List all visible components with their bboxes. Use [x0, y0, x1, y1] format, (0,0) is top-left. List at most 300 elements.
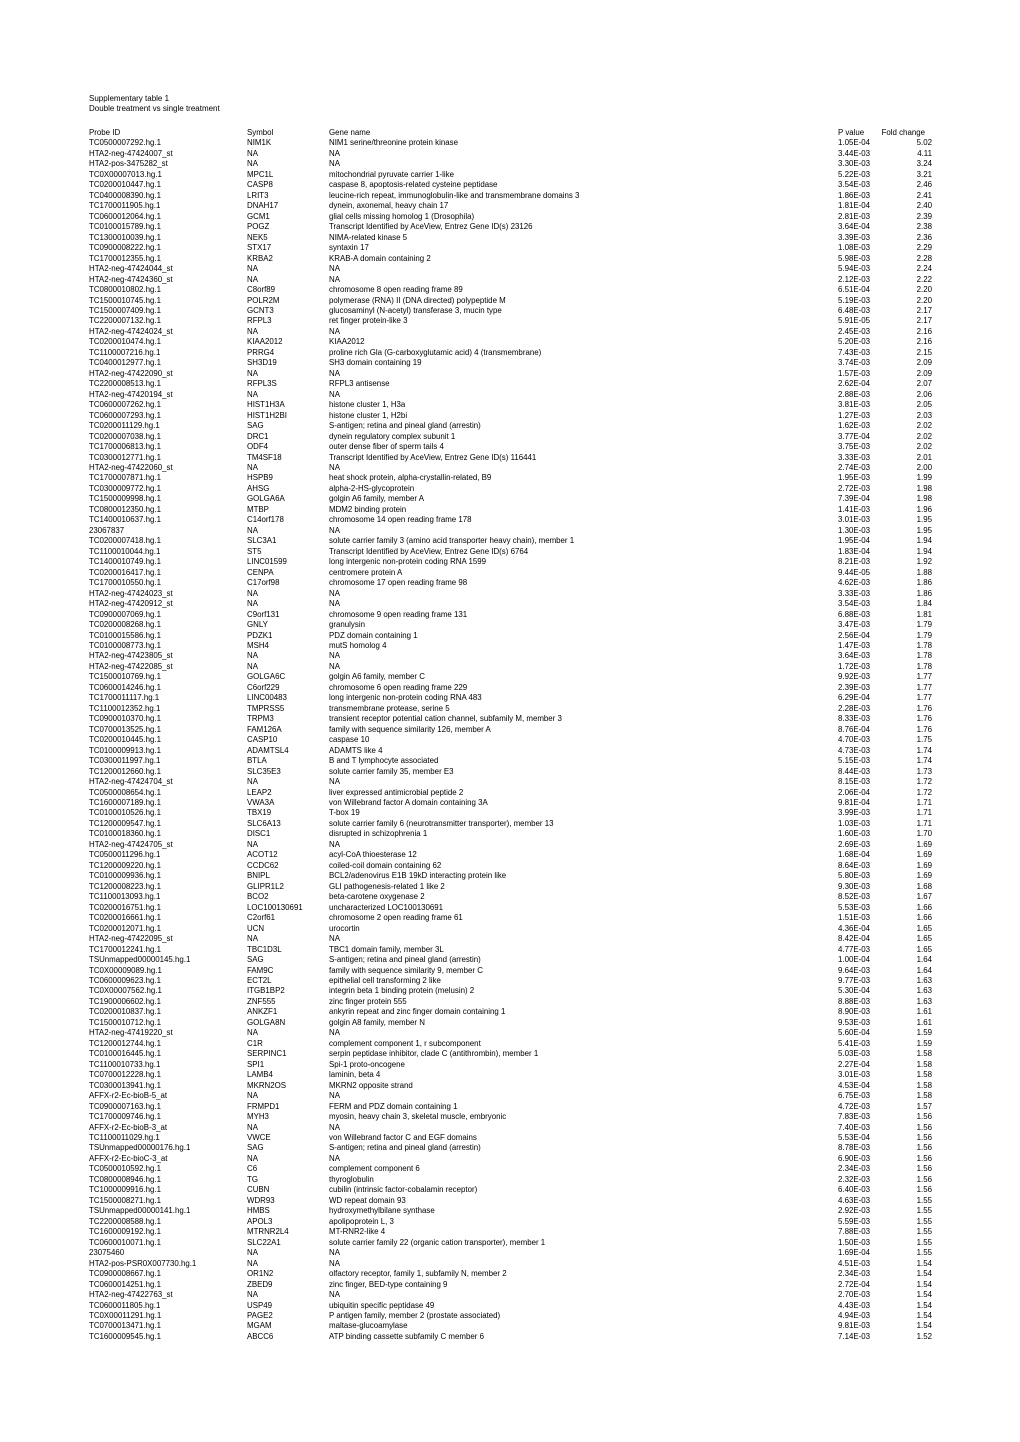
probe-id-cell: TC1500009998.hg.1	[89, 494, 161, 504]
table-row	[0, 704, 1020, 714]
p-value-cell: 1.51E-03	[838, 913, 871, 923]
gene-name-cell: syntaxin 17	[329, 243, 369, 253]
p-value-cell: 4.62E-03	[838, 578, 871, 588]
probe-id-cell: HTA2-neg-47424704_st	[89, 777, 173, 787]
fold-change-cell: 1.58	[916, 1080, 932, 1090]
fold-change-cell: 1.55	[916, 1195, 932, 1205]
table-row	[0, 275, 1020, 285]
header-fold-change: Fold change	[881, 128, 925, 137]
gene-name-cell: T-box 19	[329, 808, 360, 818]
fold-change-cell: 2.16	[916, 337, 932, 347]
gene-name-cell: NA	[329, 264, 340, 274]
gene-name-cell: NA	[329, 525, 340, 535]
gene-name-cell: S-antigen; retina and pineal gland (arrestin)	[329, 955, 481, 965]
symbol-cell: DISC1	[247, 829, 271, 839]
p-value-cell: 6.48E-03	[838, 305, 871, 315]
symbol-cell: NA	[247, 274, 258, 284]
fold-change-cell: 2.39	[916, 211, 932, 221]
fold-change-cell: 1.72	[916, 787, 932, 797]
fold-change-cell: 1.86	[916, 578, 932, 588]
p-value-cell: 1.72E-03	[838, 661, 871, 671]
probe-id-cell: TC0X00007562.hg.1	[89, 986, 162, 996]
probe-id-cell: TC0200007038.hg.1	[89, 431, 161, 441]
probe-id-cell: AFFX-r2-Ec-bioB-5_at	[89, 1091, 168, 1101]
gene-name-cell: NA	[329, 159, 340, 169]
p-value-cell: 8.78E-03	[838, 1143, 871, 1153]
symbol-cell: SPI1	[247, 1059, 265, 1069]
probe-id-cell: TC1400010749.hg.1	[89, 557, 161, 567]
p-value-cell: 2.72E-03	[838, 483, 871, 493]
gene-name-cell: P antigen family, member 2 (prostate associated)	[329, 1310, 501, 1320]
symbol-cell: GCM1	[247, 211, 270, 221]
table-row	[0, 1259, 1020, 1269]
probe-id-cell: TC0200011129.hg.1	[89, 421, 160, 431]
probe-id-cell: TC2200008513.hg.1	[89, 379, 161, 389]
table-row	[0, 651, 1020, 661]
fold-change-cell: 5.02	[916, 138, 932, 148]
p-value-cell: 3.01E-03	[838, 515, 871, 525]
gene-name-cell: NA	[329, 661, 340, 671]
p-value-cell: 2.74E-03	[838, 463, 871, 472]
symbol-cell: PAGE2	[247, 1310, 273, 1320]
probe-id-cell: TC1400010637.hg.1	[89, 515, 161, 525]
symbol-cell: NA	[247, 159, 258, 169]
probe-id-cell: TC1700011117.hg.1	[89, 693, 160, 703]
gene-name-cell: histone cluster 1, H2bi	[329, 410, 408, 420]
probe-id-cell: TC0700012228.hg.1	[89, 1070, 161, 1080]
symbol-cell: CUBN	[247, 1185, 270, 1195]
fold-change-cell: 1.73	[916, 766, 932, 776]
symbol-cell: UCN	[247, 923, 265, 933]
probe-id-cell: TC0600010071.hg.1	[89, 1237, 161, 1247]
fold-change-cell: 1.55	[916, 1206, 932, 1216]
fold-change-cell: 1.55	[916, 1216, 932, 1226]
fold-change-cell: 3.21	[916, 169, 932, 179]
fold-change-cell: 2.03	[916, 410, 932, 420]
p-value-cell: 9.92E-03	[838, 672, 871, 682]
p-value-cell: 2.34E-03	[838, 1269, 871, 1279]
probe-id-cell: HTA2-neg-47422763_st	[89, 1290, 173, 1300]
table-row	[0, 641, 1020, 651]
gene-name-cell: ubiquitin specific peptidase 49	[329, 1300, 435, 1310]
p-value-cell: 2.06E-04	[838, 787, 871, 797]
p-value-cell: 3.64E-04	[838, 222, 871, 232]
p-value-cell: 7.39E-04	[838, 494, 871, 504]
p-value-cell: 6.51E-04	[838, 285, 871, 295]
fold-change-cell: 1.78	[916, 640, 932, 650]
probe-id-cell: TSUnmapped00000145.hg.1	[89, 955, 191, 965]
gene-name-cell: centromere protein A	[329, 567, 403, 577]
header-gene-name: Gene name	[329, 128, 371, 137]
gene-name-cell: NA	[329, 1153, 340, 1163]
table-row	[0, 924, 1020, 934]
probe-id-cell: TC1200012744.hg.1	[89, 1038, 161, 1048]
gene-name-cell: MT-RNR2-like 4	[329, 1227, 386, 1237]
symbol-cell: SLC22A1	[247, 1237, 281, 1247]
table-row	[0, 473, 1020, 483]
table-row	[0, 756, 1020, 766]
probe-id-cell: TC0600014251.hg.1	[89, 1279, 161, 1289]
symbol-cell: NA	[247, 661, 258, 671]
gene-name-cell: ret finger protein-like 3	[329, 316, 408, 326]
probe-id-cell: TC0700013525.hg.1	[89, 724, 161, 734]
fold-change-cell: 1.71	[916, 818, 932, 828]
gene-name-cell: thyroglobulin	[329, 1174, 374, 1184]
p-value-cell: 2.32E-03	[838, 1174, 871, 1184]
p-value-cell: 9.77E-03	[838, 975, 871, 985]
probe-id-cell: HTA2-neg-47419220_st	[89, 1028, 173, 1038]
symbol-cell: RFPL3S	[247, 379, 277, 389]
table-row	[0, 1206, 1020, 1216]
p-value-cell: 8.64E-03	[838, 860, 871, 870]
symbol-cell: LAMB4	[247, 1070, 273, 1080]
p-value-cell: 2.45E-03	[838, 326, 871, 336]
probe-id-cell: HTA2-neg-47420912_st	[89, 599, 173, 609]
fold-change-cell: 1.72	[916, 777, 932, 787]
fold-change-cell: 2.05	[916, 400, 932, 410]
p-value-cell: 1.05E-04	[838, 138, 871, 148]
probe-id-cell: TC0100008773.hg.1	[89, 640, 161, 650]
table-row	[0, 557, 1020, 567]
fold-change-cell: 1.61	[916, 1007, 932, 1017]
gene-name-cell: caspase 8, apoptosis-related cysteine peptidase	[329, 180, 498, 190]
p-value-cell: 7.88E-03	[838, 1227, 871, 1237]
probe-id-cell: TC0400012977.hg.1	[89, 358, 161, 368]
gene-name-cell: Spi-1 proto-oncogene	[329, 1059, 405, 1069]
table-row	[0, 725, 1020, 735]
probe-id-cell: TC0200016417.hg.1	[89, 567, 161, 577]
p-value-cell: 3.39E-03	[838, 232, 871, 242]
p-value-cell: 2.28E-03	[838, 703, 871, 713]
table-row	[0, 840, 1020, 850]
fold-change-cell: 1.95	[916, 515, 932, 525]
fold-change-cell: 1.81	[916, 609, 932, 619]
gene-name-cell: S-antigen; retina and pineal gland (arrestin)	[329, 1143, 481, 1153]
table-row	[0, 442, 1020, 452]
fold-change-cell: 2.20	[916, 285, 932, 295]
gene-name-cell: TBC1 domain family, member 3L	[329, 944, 444, 954]
p-value-cell: 7.40E-03	[838, 1122, 871, 1132]
gene-name-cell: mutS homolog 4	[329, 640, 387, 650]
p-value-cell: 5.03E-03	[838, 1049, 871, 1059]
table-row	[0, 976, 1020, 986]
gene-name-cell: uncharacterized LOC100130691	[329, 902, 444, 912]
p-value-cell: 2.88E-03	[838, 389, 871, 399]
table-row	[0, 327, 1020, 337]
table-row	[0, 788, 1020, 798]
gene-name-cell: Transcript Identified by AceView, Entrez Gene ID(s) 23126	[329, 222, 533, 232]
gene-name-cell: glial cells missing homolog 1 (Drosophila)	[329, 211, 475, 221]
gene-name-cell: zinc finger, BED-type containing 9	[329, 1279, 448, 1289]
symbol-cell: WDR93	[247, 1195, 275, 1205]
probe-id-cell: TC0900008222.hg.1	[89, 243, 161, 253]
fold-change-cell: 1.86	[916, 588, 932, 598]
table-row	[0, 1290, 1020, 1300]
symbol-cell: C8orf89	[247, 285, 276, 295]
p-value-cell: 2.81E-03	[838, 211, 871, 221]
p-value-cell: 8.76E-04	[838, 724, 871, 734]
gene-name-cell: NIM1 serine/threonine protein kinase	[329, 138, 458, 148]
table-row	[0, 672, 1020, 682]
p-value-cell: 4.36E-04	[838, 923, 871, 933]
probe-id-cell: TC1500007409.hg.1	[89, 305, 161, 315]
fold-change-cell: 1.76	[916, 703, 932, 713]
p-value-cell: 3.54E-03	[838, 180, 871, 190]
gene-name-cell: zinc finger protein 555	[329, 996, 407, 1006]
gene-name-cell: NA	[329, 651, 340, 661]
fold-change-cell: 1.78	[916, 651, 932, 661]
fold-change-cell: 1.54	[916, 1321, 932, 1331]
probe-id-cell: TC1700011905.hg.1	[89, 201, 161, 211]
symbol-cell: NA	[247, 1290, 258, 1300]
gene-name-cell: NA	[329, 1248, 340, 1258]
symbol-cell: LINC01599	[247, 557, 287, 567]
symbol-cell: TMPRSS5	[247, 703, 285, 713]
fold-change-cell: 1.65	[916, 934, 932, 944]
symbol-cell: NA	[247, 588, 258, 598]
probe-id-cell: TC0200007418.hg.1	[89, 536, 161, 546]
table-row	[0, 1269, 1020, 1279]
probe-id-cell: TC1200012660.hg.1	[89, 766, 161, 776]
gene-name-cell: laminin, beta 4	[329, 1070, 381, 1080]
symbol-cell: NA	[247, 326, 258, 336]
probe-id-cell: TC0800012350.hg.1	[89, 504, 161, 514]
table-row	[0, 798, 1020, 808]
p-value-cell: 2.12E-03	[838, 274, 871, 284]
table-row	[0, 149, 1020, 159]
gene-name-cell: alpha-2-HS-glycoprotein	[329, 483, 415, 493]
gene-name-cell: family with sequence similarity 126, member A	[329, 724, 491, 734]
fold-change-cell: 2.00	[916, 463, 932, 472]
p-value-cell: 9.44E-05	[838, 567, 871, 577]
symbol-cell: TBX19	[247, 808, 272, 818]
symbol-cell: LRIT3	[247, 190, 269, 200]
fold-change-cell: 2.38	[916, 222, 932, 232]
table-row	[0, 1311, 1020, 1321]
fold-change-cell: 1.63	[916, 975, 932, 985]
symbol-cell: VWCE	[247, 1133, 271, 1142]
fold-change-cell: 1.92	[916, 557, 932, 567]
symbol-cell: MKRN2OS	[247, 1080, 287, 1090]
table-row	[0, 861, 1020, 871]
table-row	[0, 610, 1020, 620]
table-row	[0, 536, 1020, 546]
gene-name-cell: dynein regulatory complex subunit 1	[329, 431, 456, 441]
fold-change-cell: 2.15	[916, 347, 932, 357]
gene-name-cell: urocortin	[329, 923, 360, 933]
gene-name-cell: olfactory receptor, family 1, subfamily N, member 2	[329, 1269, 507, 1279]
fold-change-cell: 1.56	[916, 1112, 932, 1122]
p-value-cell: 1.68E-04	[838, 850, 871, 860]
gene-name-cell: golgin A6 family, member C	[329, 672, 425, 682]
table-row	[0, 515, 1020, 525]
fold-change-cell: 1.61	[916, 1017, 932, 1027]
gene-name-cell: proline rich Gla (G-carboxyglutamic acid) 4 (transmembrane)	[329, 347, 542, 357]
gene-name-cell: S-antigen; retina and pineal gland (arrestin)	[329, 421, 481, 431]
table-row	[0, 180, 1020, 190]
probe-id-cell: TC1700012355.hg.1	[89, 253, 161, 263]
gene-name-cell: NA	[329, 1091, 340, 1101]
document-subtitle: Double treatment vs single treatment	[89, 104, 220, 113]
probe-id-cell: AFFX-r2-Ec-bioC-3_at	[89, 1153, 168, 1163]
p-value-cell: 8.44E-03	[838, 766, 871, 776]
probe-id-cell: TC0100016445.hg.1	[89, 1049, 161, 1059]
symbol-cell: STX17	[247, 243, 272, 253]
symbol-cell: NA	[247, 1258, 258, 1268]
table-row	[0, 620, 1020, 630]
gene-name-cell: NA	[329, 1258, 340, 1268]
fold-change-cell: 1.75	[916, 735, 932, 745]
table-row	[0, 369, 1020, 379]
gene-name-cell: NA	[329, 148, 340, 158]
gene-name-cell: family with sequence similarity 9, member C	[329, 965, 483, 975]
probe-id-cell: TC0X00011291.hg.1	[89, 1310, 162, 1320]
symbol-cell: C1R	[247, 1038, 263, 1048]
table-row	[0, 1081, 1020, 1091]
symbol-cell: NA	[247, 389, 258, 399]
fold-change-cell: 3.24	[916, 159, 932, 169]
fold-change-cell: 4.11	[917, 148, 932, 158]
symbol-cell: MPC1L	[247, 169, 274, 179]
table-row	[0, 892, 1020, 902]
p-value-cell: 3.30E-03	[838, 159, 871, 169]
fold-change-cell: 2.28	[916, 253, 932, 263]
header-p-value: P value	[838, 128, 865, 137]
gene-name-cell: WD repeat domain 93	[329, 1195, 406, 1205]
probe-id-cell: TC0200010445.hg.1	[89, 735, 161, 745]
symbol-cell: HSPB9	[247, 473, 273, 483]
probe-id-cell: TC0600012064.hg.1	[89, 211, 161, 221]
probe-id-cell: TC0600007262.hg.1	[89, 400, 161, 410]
probe-id-cell: TC0200010837.hg.1	[89, 1007, 161, 1017]
probe-id-cell: TC1300010039.hg.1	[89, 232, 161, 242]
symbol-cell: CCDC62	[247, 860, 279, 870]
symbol-cell: NA	[247, 934, 258, 944]
p-value-cell: 7.83E-03	[838, 1112, 871, 1122]
gene-name-cell: complement component 1, r subcomponent	[329, 1038, 481, 1048]
table-row	[0, 808, 1020, 818]
table-row	[0, 1143, 1020, 1153]
table-row	[0, 735, 1020, 745]
probe-id-cell: TC2200007132.hg.1	[89, 316, 161, 326]
symbol-cell: SH3D19	[247, 358, 277, 368]
gene-name-cell: von Willebrand factor C and EGF domains	[329, 1133, 477, 1142]
probe-id-cell: TC1700006813.hg.1	[89, 442, 161, 452]
table-body	[0, 138, 1020, 1342]
probe-id-cell: 23075460	[89, 1248, 125, 1258]
table-row	[0, 348, 1020, 358]
fold-change-cell: 2.24	[916, 264, 932, 274]
symbol-cell: DRC1	[247, 431, 269, 441]
symbol-cell: ACOT12	[247, 850, 278, 860]
probe-id-cell: TC1200009547.hg.1	[89, 818, 161, 828]
symbol-cell: DNAH17	[247, 201, 279, 211]
symbol-cell: TM4SF18	[247, 452, 282, 462]
probe-id-cell: HTA2-neg-47423805_st	[89, 651, 173, 661]
table-row	[0, 1280, 1020, 1290]
table-row	[0, 1102, 1020, 1112]
p-value-cell: 3.77E-04	[838, 431, 871, 441]
fold-change-cell: 1.54	[916, 1269, 932, 1279]
p-value-cell: 5.22E-03	[838, 169, 871, 179]
p-value-cell: 4.51E-03	[838, 1258, 871, 1268]
p-value-cell: 9.30E-03	[838, 881, 871, 891]
gene-name-cell: NA	[329, 1028, 340, 1038]
gene-name-cell: polymerase (RNA) II (DNA directed) polypeptide M	[329, 295, 506, 305]
p-value-cell: 1.86E-03	[838, 190, 871, 200]
gene-name-cell: NA	[329, 463, 340, 472]
gene-name-cell: solute carrier family 6 (neurotransmitter transporter), member 13	[329, 818, 554, 828]
fold-change-cell: 1.94	[916, 546, 932, 556]
p-value-cell: 2.92E-03	[838, 1206, 871, 1216]
p-value-cell: 2.27E-04	[838, 1059, 871, 1069]
symbol-cell: ZNF555	[247, 996, 276, 1006]
gene-name-cell: Transcript Identified by AceView, Entrez Gene ID(s) 6764	[329, 546, 529, 556]
fold-change-cell: 1.74	[916, 745, 932, 755]
fold-change-cell: 2.07	[916, 379, 932, 389]
table-row	[0, 1060, 1020, 1070]
symbol-cell: NA	[247, 599, 258, 609]
gene-name-cell: MDM2 binding protein	[329, 504, 407, 514]
symbol-cell: NA	[247, 777, 258, 787]
table-row	[0, 1238, 1020, 1248]
symbol-cell: RFPL3	[247, 316, 272, 326]
table-row	[0, 547, 1020, 557]
p-value-cell: 1.47E-03	[838, 640, 871, 650]
symbol-cell: NA	[247, 839, 258, 849]
p-value-cell: 4.63E-03	[838, 1195, 871, 1205]
gene-name-cell: MKRN2 opposite strand	[329, 1080, 413, 1090]
table-row	[0, 1175, 1020, 1185]
table-row	[0, 1070, 1020, 1080]
symbol-cell: VWA3A	[247, 798, 275, 807]
fold-change-cell: 1.67	[916, 892, 932, 902]
symbol-cell: ANKZF1	[247, 1007, 278, 1017]
fold-change-cell: 1.52	[916, 1331, 932, 1341]
p-value-cell: 2.70E-03	[838, 1290, 871, 1300]
gene-name-cell: ankyrin repeat and zinc finger domain containing 1	[329, 1007, 506, 1017]
symbol-cell: SLC3A1	[247, 536, 277, 546]
p-value-cell: 8.88E-03	[838, 996, 871, 1006]
fold-change-cell: 1.54	[916, 1310, 932, 1320]
fold-change-cell: 1.54	[916, 1290, 932, 1300]
fold-change-cell: 1.64	[916, 955, 932, 965]
p-value-cell: 5.98E-03	[838, 253, 871, 263]
table-row	[0, 589, 1020, 599]
p-value-cell: 1.50E-03	[838, 1237, 871, 1247]
symbol-cell: TRPM3	[247, 714, 274, 724]
p-value-cell: 1.95E-03	[838, 473, 871, 483]
table-row	[0, 1049, 1020, 1059]
symbol-cell: NA	[247, 525, 258, 535]
probe-id-cell: TC2200008588.hg.1	[89, 1216, 161, 1226]
symbol-cell: HIST1H3A	[247, 400, 285, 410]
p-value-cell: 4.70E-03	[838, 735, 871, 745]
table-row	[0, 662, 1020, 672]
table-row	[0, 432, 1020, 442]
table-row	[0, 882, 1020, 892]
p-value-cell: 1.62E-03	[838, 421, 871, 431]
gene-name-cell: SH3 domain containing 19	[329, 358, 422, 368]
gene-name-cell: solute carrier family 3 (amino acid transporter heavy chain), member 1	[329, 536, 575, 546]
symbol-cell: LEAP2	[247, 787, 272, 797]
table-row	[0, 913, 1020, 923]
gene-name-cell: ADAMTS like 4	[329, 745, 383, 755]
fold-change-cell: 2.20	[916, 295, 932, 305]
fold-change-cell: 1.54	[916, 1300, 932, 1310]
gene-name-cell: apolipoprotein L, 3	[329, 1216, 394, 1226]
p-value-cell: 6.40E-03	[838, 1185, 871, 1195]
